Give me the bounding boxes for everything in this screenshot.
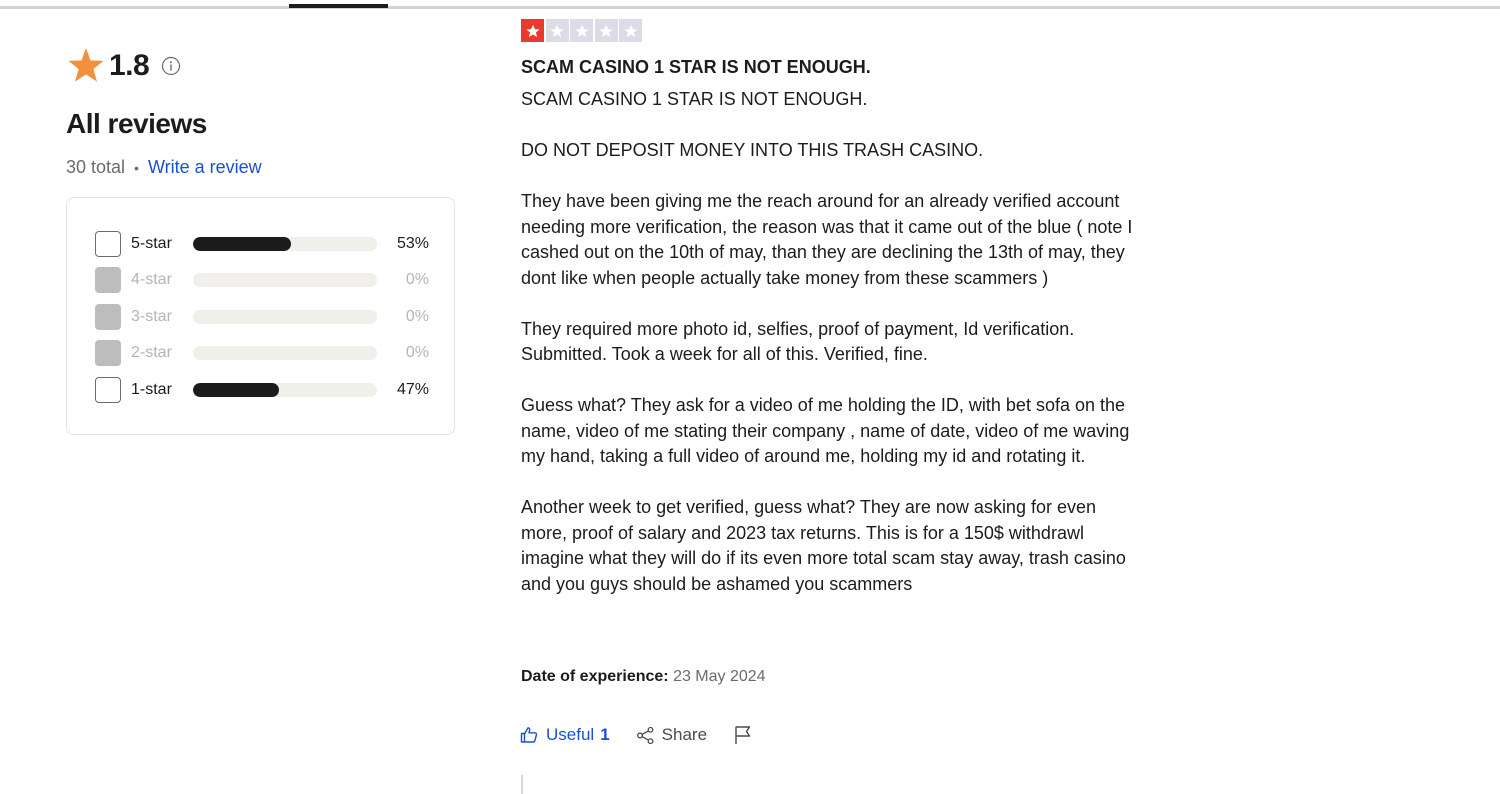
filter-label: 1-star <box>131 381 172 398</box>
flag-icon <box>734 725 752 745</box>
star-icon <box>525 23 541 39</box>
rating-bar-track <box>193 346 377 360</box>
filter-row-3-star <box>95 303 435 331</box>
rating-bar-fill <box>193 237 291 251</box>
share-icon <box>636 726 655 745</box>
rating-percent: 0% <box>405 344 429 361</box>
overall-rating <box>66 46 181 86</box>
rating-bar-track <box>193 237 377 251</box>
rating-distribution-card <box>66 197 455 435</box>
rating-bar-track <box>193 310 377 324</box>
filter-label: 2-star <box>131 344 172 361</box>
rating-bar-fill <box>193 383 279 397</box>
useful-count: 1 <box>600 725 610 744</box>
share-label: Share <box>661 725 708 744</box>
star-icon <box>623 23 639 39</box>
useful-button[interactable] <box>520 725 610 745</box>
filter-checkbox-4-star <box>95 267 121 293</box>
review-total: 30 total <box>66 157 126 177</box>
useful-label: Useful <box>546 725 595 744</box>
review-star <box>570 19 593 42</box>
active-tab-indicator <box>289 4 388 8</box>
filter-row-1-star[interactable] <box>95 376 435 404</box>
rating-bar-track <box>193 273 377 287</box>
review-actions <box>520 722 752 748</box>
filter-checkbox-1-star[interactable] <box>95 377 121 403</box>
review-star <box>546 19 569 42</box>
filter-row-4-star <box>95 266 435 294</box>
filter-label: 3-star <box>131 308 172 325</box>
review-star-rating <box>521 19 642 42</box>
rating-percent: 0% <box>405 271 429 288</box>
experience-date: 23 May 2024 <box>673 668 766 685</box>
rating-percent: 53% <box>396 235 429 252</box>
rating-percent: 0% <box>405 308 429 325</box>
review-paragraph: They have been giving me the reach around for an already verified account needing more verification, the reason was that it came out of the blue ( note I cashed out on the 10th of may, than they are declining the 13th of may, they dont like when people actually take money from these scammers ) <box>521 191 1133 288</box>
review-paragraph: They required more photo id, selfies, proof of payment, Id verification. Submitted. Took a week for all of this. Verified, fine. <box>521 318 1075 364</box>
filter-row-2-star <box>95 339 435 367</box>
star-icon <box>598 23 614 39</box>
write-review-link[interactable]: Write a review <box>147 157 262 177</box>
star-icon <box>66 46 106 86</box>
filter-checkbox-5-star[interactable] <box>95 231 121 257</box>
date-of-experience <box>521 668 766 686</box>
filter-label: 5-star <box>131 235 172 252</box>
review-paragraph: Another week to get verified, guess what? They are now asking for even more, proof of salary and 2023 tax returns. This is for a 150$ withdrawl imagine what they will do if its even more total scam stay away, trash casino and you guys should be ashamed you scammers <box>521 497 1126 594</box>
rating-bar-track <box>193 383 377 397</box>
separator-dot: • <box>134 159 139 176</box>
review-body <box>521 87 1141 623</box>
thumbs-up-icon <box>520 726 538 744</box>
info-icon[interactable] <box>161 56 181 76</box>
filter-checkbox-2-star <box>95 340 121 366</box>
star-icon <box>549 23 565 39</box>
filter-label: 4-star <box>131 271 172 288</box>
review-paragraph: Guess what? They ask for a video of me holding the ID, with bet sofa on the name, video of me stating their company , name of date, video of me waving my hand, taking a full video of around me, holding my id and rotating it. <box>521 395 1130 466</box>
top-divider <box>0 6 1500 9</box>
review-paragraph: SCAM CASINO 1 STAR IS NOT ENOUGH. <box>521 89 868 109</box>
page-title: All reviews <box>66 108 207 139</box>
rating-score: 1.8 <box>109 49 150 82</box>
report-button[interactable] <box>734 725 752 745</box>
review-title: SCAM CASINO 1 STAR IS NOT ENOUGH. <box>521 57 871 77</box>
rating-percent: 47% <box>396 381 429 398</box>
review-count-row <box>66 157 262 178</box>
star-icon <box>574 23 590 39</box>
share-button[interactable] <box>636 725 707 745</box>
review-paragraph: DO NOT DEPOSIT MONEY INTO THIS TRASH CASINO. <box>521 140 984 160</box>
filter-checkbox-3-star <box>95 304 121 330</box>
next-review-divider <box>521 775 523 794</box>
review-star <box>619 19 642 42</box>
experience-label: Date of experience: <box>521 668 669 685</box>
filter-row-5-star[interactable] <box>95 230 435 258</box>
review-star <box>521 19 544 42</box>
review-star <box>595 19 618 42</box>
